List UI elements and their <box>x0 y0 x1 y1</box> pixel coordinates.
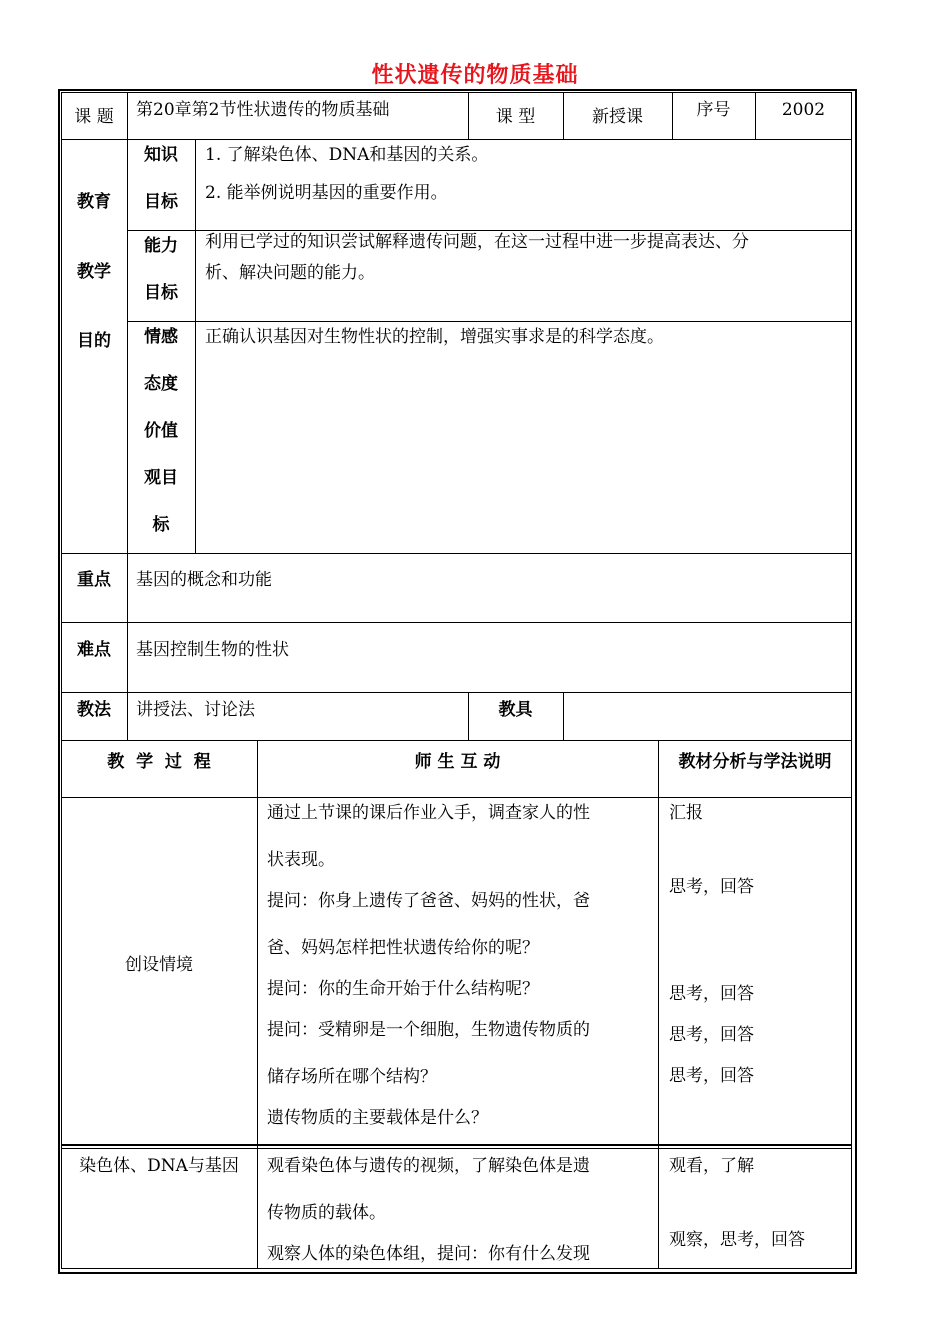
note-line: 思考，回答 <box>669 984 754 1004</box>
key-point-label: 重点 <box>77 570 111 590</box>
grid-line <box>127 230 852 231</box>
emotion-label: 价值 <box>144 421 178 441</box>
course-label: 课 题 <box>74 107 114 127</box>
course-value: 第20章第2节性状遗传的物质基础 <box>136 100 390 120</box>
grid-line <box>61 692 852 693</box>
type-value: 新授课 <box>592 107 643 127</box>
emotion-label: 情感 <box>144 327 178 347</box>
grid-line <box>195 139 196 553</box>
grid-line <box>658 740 659 1269</box>
process-col-notes: 教材分析与学法说明 <box>678 752 832 772</box>
emotion-label: 观目 <box>144 468 178 488</box>
ability-text: 析、解决问题的能力。 <box>205 263 375 283</box>
interaction-line: 观看染色体与遗传的视频，了解染色体是遗 <box>267 1156 590 1176</box>
objectives-group-label: 目的 <box>77 331 111 351</box>
grid-line <box>61 139 852 140</box>
seq-label: 序号 <box>696 100 731 120</box>
interaction-line: 提问：你的生命开始于什么结构呢？ <box>267 979 539 999</box>
interaction-line: 状表现。 <box>267 850 335 870</box>
note-line: 汇报 <box>669 803 703 823</box>
ability-label: 目标 <box>144 283 178 303</box>
note-line: 思考，回答 <box>669 1066 754 1086</box>
grid-line <box>61 740 852 741</box>
interaction-line: 提问：受精卵是一个细胞，生物遗传物质的 <box>267 1020 590 1040</box>
seq-value: 2002 <box>781 100 826 120</box>
knowledge-item: 1. 了解染色体、DNA和基因的关系。 <box>205 145 489 165</box>
interaction-line: 观察人体的染色体组，提问：你有什么发现 <box>267 1244 590 1264</box>
grid-line <box>61 1144 852 1146</box>
process-col-stage: 教 学 过 程 <box>107 752 211 772</box>
grid-line <box>127 321 852 322</box>
interaction-line: 提问：你身上遗传了爸爸、妈妈的性状，爸 <box>267 891 590 911</box>
stage-label: 染色体、DNA与基因 <box>79 1156 239 1176</box>
grid-line <box>257 740 258 1269</box>
objectives-group-label: 教学 <box>77 262 111 282</box>
emotion-label: 标 <box>152 515 170 535</box>
interaction-line: 爸、妈妈怎样把性状遗传给你的呢？ <box>267 938 539 958</box>
objectives-group-label: 教育 <box>77 192 111 212</box>
key-point-value: 基因的概念和功能 <box>136 570 272 590</box>
stage-label: 创设情境 <box>125 955 193 975</box>
emotion-label: 态度 <box>144 374 178 394</box>
interaction-line: 储存场所在哪个结构？ <box>267 1067 437 1087</box>
note-line: 观看，了解 <box>669 1156 754 1176</box>
inner-border <box>61 92 852 1269</box>
note-line: 思考，回答 <box>669 1025 754 1045</box>
document-title: 性状遗传的物质基础 <box>371 63 579 88</box>
grid-line <box>127 92 128 140</box>
note-line: 思考，回答 <box>669 877 754 897</box>
type-label: 课 型 <box>495 107 536 127</box>
grid-line <box>61 553 852 554</box>
method-value: 讲授法、讨论法 <box>136 700 255 720</box>
process-col-interaction: 师 生 互 动 <box>414 752 501 772</box>
grid-line <box>61 622 852 623</box>
difficulty-label: 难点 <box>77 640 111 660</box>
ability-text: 利用已学过的知识尝试解释遗传问题，在这一过程中进一步提高表达、分 <box>205 232 749 252</box>
knowledge-label: 知识 <box>144 145 178 165</box>
note-line: 观察，思考，回答 <box>669 1230 805 1250</box>
grid-line <box>61 1148 852 1149</box>
emotion-text: 正确认识基因对生物性状的控制，增强实事求是的科学态度。 <box>205 327 664 347</box>
interaction-line: 传物质的载体。 <box>267 1203 386 1223</box>
ability-label: 能力 <box>144 236 178 256</box>
knowledge-label: 目标 <box>144 192 178 212</box>
method-label: 教法 <box>77 700 111 720</box>
grid-line <box>563 692 564 740</box>
interaction-line: 遗传物质的主要载体是什么？ <box>267 1108 488 1128</box>
knowledge-item: 2. 能举例说明基因的重要作用。 <box>205 183 448 203</box>
tools-label: 教具 <box>498 700 533 720</box>
interaction-line: 通过上节课的课后作业入手，调查家人的性 <box>267 803 590 823</box>
difficulty-value: 基因控制生物的性状 <box>136 640 289 660</box>
grid-line <box>61 797 852 798</box>
